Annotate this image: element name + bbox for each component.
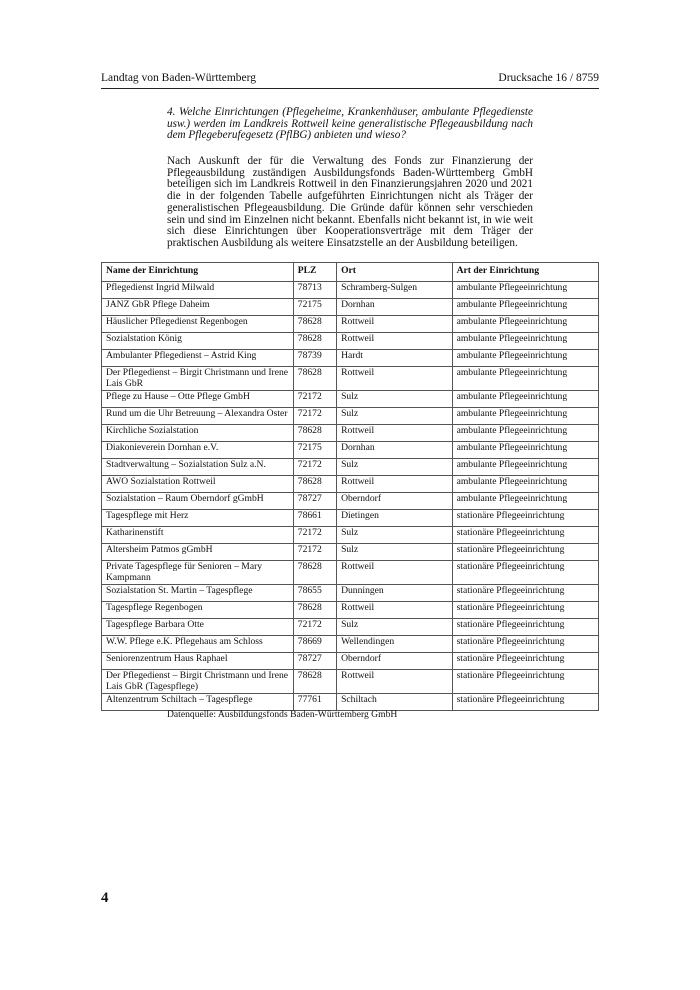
cell-art: stationäre Pflegeeinrichtung xyxy=(452,510,598,527)
cell-plz: 72172 xyxy=(293,459,336,476)
cell-art: ambulante Pflegeeinrichtung xyxy=(452,299,598,316)
cell-art: stationäre Pflegeeinrichtung xyxy=(452,636,598,653)
cell-name: Tagespflege mit Herz xyxy=(102,510,294,527)
cell-plz: 72172 xyxy=(293,391,336,408)
table-row xyxy=(102,585,599,602)
cell-art: stationäre Pflegeeinrichtung xyxy=(452,619,598,636)
cell-name: Kirchliche Sozialstation xyxy=(102,425,294,442)
cell-art: ambulante Pflegeeinrichtung xyxy=(452,316,598,333)
cell-ort: Sulz xyxy=(337,408,452,425)
table-body xyxy=(102,282,599,711)
table-row xyxy=(102,391,599,408)
table-row xyxy=(102,670,599,694)
cell-ort: Rottweil xyxy=(337,367,452,391)
cell-ort: Sulz xyxy=(337,459,452,476)
cell-ort: Rottweil xyxy=(337,425,452,442)
table-row xyxy=(102,619,599,636)
table-row xyxy=(102,425,599,442)
table-row xyxy=(102,476,599,493)
cell-name: JANZ GbR Pflege Daheim xyxy=(102,299,294,316)
table-row xyxy=(102,367,599,391)
cell-ort: Rottweil xyxy=(337,670,452,694)
cell-name: Altenzentrum Schiltach – Tagespflege xyxy=(102,694,294,711)
cell-art: stationäre Pflegeeinrichtung xyxy=(452,602,598,619)
cell-ort: Rottweil xyxy=(337,476,452,493)
header-ort: Ort xyxy=(337,263,452,282)
cell-ort: Sulz xyxy=(337,619,452,636)
cell-plz: 78628 xyxy=(293,561,336,585)
cell-name: Häuslicher Pflegedienst Regenbogen xyxy=(102,316,294,333)
table-row xyxy=(102,527,599,544)
institutions-table xyxy=(101,262,599,711)
cell-plz: 78739 xyxy=(293,350,336,367)
cell-name: Altersheim Patmos gGmbH xyxy=(102,544,294,561)
cell-plz: 78628 xyxy=(293,476,336,493)
cell-name: Der Pflegedienst – Birgit Christmann und Irene Lais GbR (Tagespflege) xyxy=(102,670,294,694)
cell-art: ambulante Pflegeeinrichtung xyxy=(452,459,598,476)
cell-art: stationäre Pflegeeinrichtung xyxy=(452,527,598,544)
data-source: Datenquelle: Ausbildungsfonds Baden-Württemberg GmbH xyxy=(167,709,398,720)
cell-plz: 72175 xyxy=(293,442,336,459)
cell-art: stationäre Pflegeeinrichtung xyxy=(452,694,598,711)
header-name: Name der Einrichtung xyxy=(102,263,294,282)
header-plz: PLZ xyxy=(293,263,336,282)
cell-art: ambulante Pflegeeinrichtung xyxy=(452,425,598,442)
cell-name: AWO Sozialstation Rottweil xyxy=(102,476,294,493)
cell-art: ambulante Pflegeeinrichtung xyxy=(452,391,598,408)
cell-name: Stadtverwaltung – Sozialstation Sulz a.N. xyxy=(102,459,294,476)
cell-name: Sozialstation König xyxy=(102,333,294,350)
cell-name: Tagespflege Barbara Otte xyxy=(102,619,294,636)
cell-name: Sozialstation St. Martin – Tagespflege xyxy=(102,585,294,602)
cell-plz: 72172 xyxy=(293,619,336,636)
table-row xyxy=(102,333,599,350)
cell-ort: Dornhan xyxy=(337,442,452,459)
cell-plz: 78727 xyxy=(293,493,336,510)
table-row xyxy=(102,408,599,425)
question-text: 4. Welche Einrichtungen (Pflegeheime, Krankenhäuser, ambulante Pflegedienste usw.) werden im Landkreis Rottweil keine generalistische Pflegeausbildung nach dem Pflegeberufegesetz (PflBG) anbieten und wieso? xyxy=(167,106,533,142)
cell-ort: Hardt xyxy=(337,350,452,367)
cell-plz: 72172 xyxy=(293,408,336,425)
cell-art: ambulante Pflegeeinrichtung xyxy=(452,282,598,299)
header-rule xyxy=(101,88,599,89)
cell-plz: 72172 xyxy=(293,544,336,561)
cell-name: Tagespflege Regenbogen xyxy=(102,602,294,619)
cell-art: stationäre Pflegeeinrichtung xyxy=(452,544,598,561)
table-row xyxy=(102,282,599,299)
cell-plz: 78628 xyxy=(293,333,336,350)
cell-art: ambulante Pflegeeinrichtung xyxy=(452,442,598,459)
cell-plz: 78628 xyxy=(293,670,336,694)
cell-ort: Schramberg-Sulgen xyxy=(337,282,452,299)
cell-ort: Dietingen xyxy=(337,510,452,527)
table-row xyxy=(102,299,599,316)
cell-art: stationäre Pflegeeinrichtung xyxy=(452,653,598,670)
header-left: Landtag von Baden-Württemberg xyxy=(101,72,256,84)
cell-ort: Dunningen xyxy=(337,585,452,602)
header-right: Drucksache 16 / 8759 xyxy=(498,72,599,84)
table-row xyxy=(102,316,599,333)
cell-ort: Dornhan xyxy=(337,299,452,316)
table-row xyxy=(102,561,599,585)
cell-plz: 78727 xyxy=(293,653,336,670)
cell-art: ambulante Pflegeeinrichtung xyxy=(452,333,598,350)
cell-plz: 78628 xyxy=(293,316,336,333)
cell-art: ambulante Pflegeeinrichtung xyxy=(452,408,598,425)
cell-art: ambulante Pflegeeinrichtung xyxy=(452,350,598,367)
cell-plz: 78628 xyxy=(293,367,336,391)
table-row xyxy=(102,459,599,476)
cell-ort: Sulz xyxy=(337,391,452,408)
table-header-row xyxy=(102,263,599,282)
cell-name: Diakonieverein Dornhan e.V. xyxy=(102,442,294,459)
cell-ort: Schiltach xyxy=(337,694,452,711)
cell-name: Katharinenstift xyxy=(102,527,294,544)
cell-name: Ambulanter Pflegedienst – Astrid King xyxy=(102,350,294,367)
cell-ort: Rottweil xyxy=(337,602,452,619)
cell-plz: 72172 xyxy=(293,527,336,544)
cell-plz: 78713 xyxy=(293,282,336,299)
cell-name: Private Tagespflege für Senioren – Mary Kampmann xyxy=(102,561,294,585)
cell-plz: 78628 xyxy=(293,602,336,619)
cell-art: stationäre Pflegeeinrichtung xyxy=(452,585,598,602)
table-row xyxy=(102,510,599,527)
page-header xyxy=(101,72,599,88)
page-number: 4 xyxy=(101,890,109,906)
cell-name: Pflegedienst Ingrid Milwald xyxy=(102,282,294,299)
cell-art: ambulante Pflegeeinrichtung xyxy=(452,367,598,391)
table-row xyxy=(102,602,599,619)
cell-ort: Rottweil xyxy=(337,561,452,585)
table-row xyxy=(102,694,599,711)
table-row xyxy=(102,493,599,510)
answer-text: Nach Auskunft der für die Verwaltung des Fonds zur Finanzierung der Pflegeausbildung zuständigen Ausbildungsfonds Baden-Württemberg GmbH beteiligen sich im Landkreis Rottweil in den Finanzierungsjahren 2020 und 2021 die in der folgenden Tabelle aufgeführten Einrichtungen nicht als Träger der generalistischen Pflegeausbildung. Die Gründe dafür können sehr verschieden sein und sind im Einzelnen nicht bekannt. Ebenfalls nicht bekannt ist, in wie weit sich diese Einrichtungen über Kooperationsverträge mit dem Träger der praktischen Ausbildung als weitere Einsatzstelle an der Ausbildung beteiligen. xyxy=(167,155,533,249)
cell-plz: 78669 xyxy=(293,636,336,653)
table-row xyxy=(102,653,599,670)
cell-name: Rund um die Uhr Betreuung – Alexandra Oster xyxy=(102,408,294,425)
cell-plz: 78628 xyxy=(293,425,336,442)
cell-art: ambulante Pflegeeinrichtung xyxy=(452,493,598,510)
table-row xyxy=(102,544,599,561)
cell-art: stationäre Pflegeeinrichtung xyxy=(452,670,598,694)
cell-plz: 78661 xyxy=(293,510,336,527)
cell-art: ambulante Pflegeeinrichtung xyxy=(452,476,598,493)
cell-name: W.W. Pflege e.K. Pflegehaus am Schloss xyxy=(102,636,294,653)
cell-ort: Rottweil xyxy=(337,316,452,333)
table-row xyxy=(102,350,599,367)
cell-name: Der Pflegedienst – Birgit Christmann und Irene Lais GbR xyxy=(102,367,294,391)
cell-plz: 77761 xyxy=(293,694,336,711)
cell-art: stationäre Pflegeeinrichtung xyxy=(452,561,598,585)
header-art: Art der Einrichtung xyxy=(452,263,598,282)
table-row xyxy=(102,636,599,653)
cell-ort: Oberndorf xyxy=(337,653,452,670)
cell-name: Seniorenzentrum Haus Raphael xyxy=(102,653,294,670)
cell-name: Pflege zu Hause – Otte Pflege GmbH xyxy=(102,391,294,408)
cell-ort: Oberndorf xyxy=(337,493,452,510)
cell-plz: 72175 xyxy=(293,299,336,316)
cell-ort: Wellendingen xyxy=(337,636,452,653)
cell-ort: Rottweil xyxy=(337,333,452,350)
cell-ort: Sulz xyxy=(337,544,452,561)
table-row xyxy=(102,442,599,459)
cell-plz: 78655 xyxy=(293,585,336,602)
cell-ort: Sulz xyxy=(337,527,452,544)
cell-name: Sozialstation – Raum Oberndorf gGmbH xyxy=(102,493,294,510)
